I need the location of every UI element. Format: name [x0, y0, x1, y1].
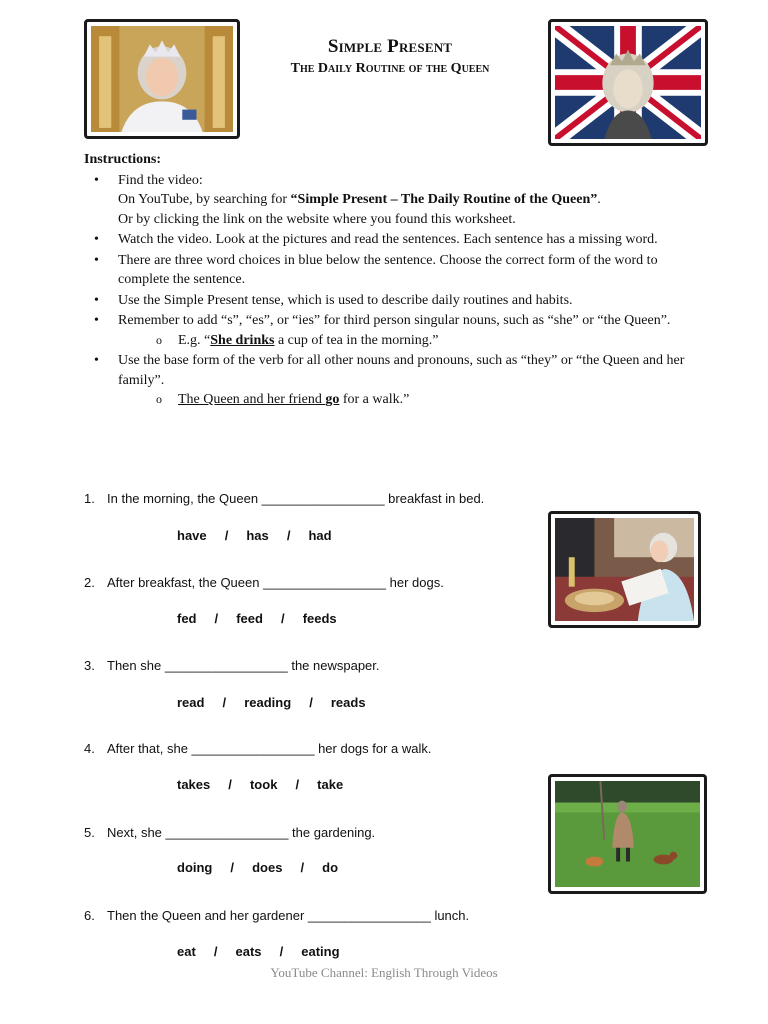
instruction-word-choices: • There are three word choices in blue below the sentence. Choose the correct form of the word to complete the sentence. — [84, 251, 694, 290]
choices-5: doing / does / do — [177, 860, 339, 875]
queen-portrait-photo — [84, 19, 240, 139]
instructions-section — [84, 150, 694, 410]
instruction-watch-video: • Watch the video. Look at the pictures and read the sentences. Each sentence has a missing word. — [84, 230, 694, 250]
union-jack-queen-photo — [548, 19, 708, 146]
question-6: 6. Then the Queen and her gardener _________________ lunch. — [84, 908, 470, 923]
choices-2: fed / feed / feeds — [177, 611, 337, 626]
question-2: 2. After breakfast, the Queen _________________ her dogs. — [84, 575, 444, 590]
question-1: 1. In the morning, the Queen _________________ breakfast in bed. — [84, 491, 485, 506]
instruction-third-person: • Remember to add “s”, “es”, or “ies” for third person singular nouns, such as “she” or “the Queen”. — [84, 311, 694, 331]
example-third-person: o E.g. “She drinks a cup of tea in the morning.” — [84, 331, 694, 351]
queen-walking-dogs-photo — [548, 774, 707, 894]
instruction-base-form: • Use the base form of the verb for all other nouns and pronouns, such as “they” or “the Queen and her family”. — [84, 351, 694, 390]
example-base-form: o The Queen and her friend go for a walk.” — [84, 390, 694, 410]
question-5: 5. Next, she _________________ the gardening. — [84, 825, 376, 840]
choices-4: takes / took / take — [177, 777, 344, 792]
choices-1: have / has / had — [177, 528, 332, 543]
worksheet-title: Simple Present — [327, 36, 453, 57]
instruction-simple-present: • Use the Simple Present tense, which is used to describe daily routines and habits. — [84, 291, 694, 311]
question-3: 3. Then she _________________ the newspaper. — [84, 658, 380, 673]
question-4: 4. After that, she _________________ her dogs for a walk. — [84, 741, 432, 756]
instruction-find-video: • Find the video: On YouTube, by searching for “Simple Present – The Daily Routine of the Queen”. Or by clicking the link on the website where you found this worksheet. — [84, 171, 694, 230]
choices-3: read / reading / reads — [177, 695, 366, 710]
footer-youtube-channel: YouTube Channel: English Through Videos — [270, 965, 498, 980]
worksheet-subtitle: The Daily Routine of the Queen — [290, 61, 490, 76]
queen-breakfast-photo — [548, 511, 701, 628]
instructions-heading: Instructions: — [84, 152, 162, 167]
choices-6: eat / eats / eating — [177, 944, 340, 959]
